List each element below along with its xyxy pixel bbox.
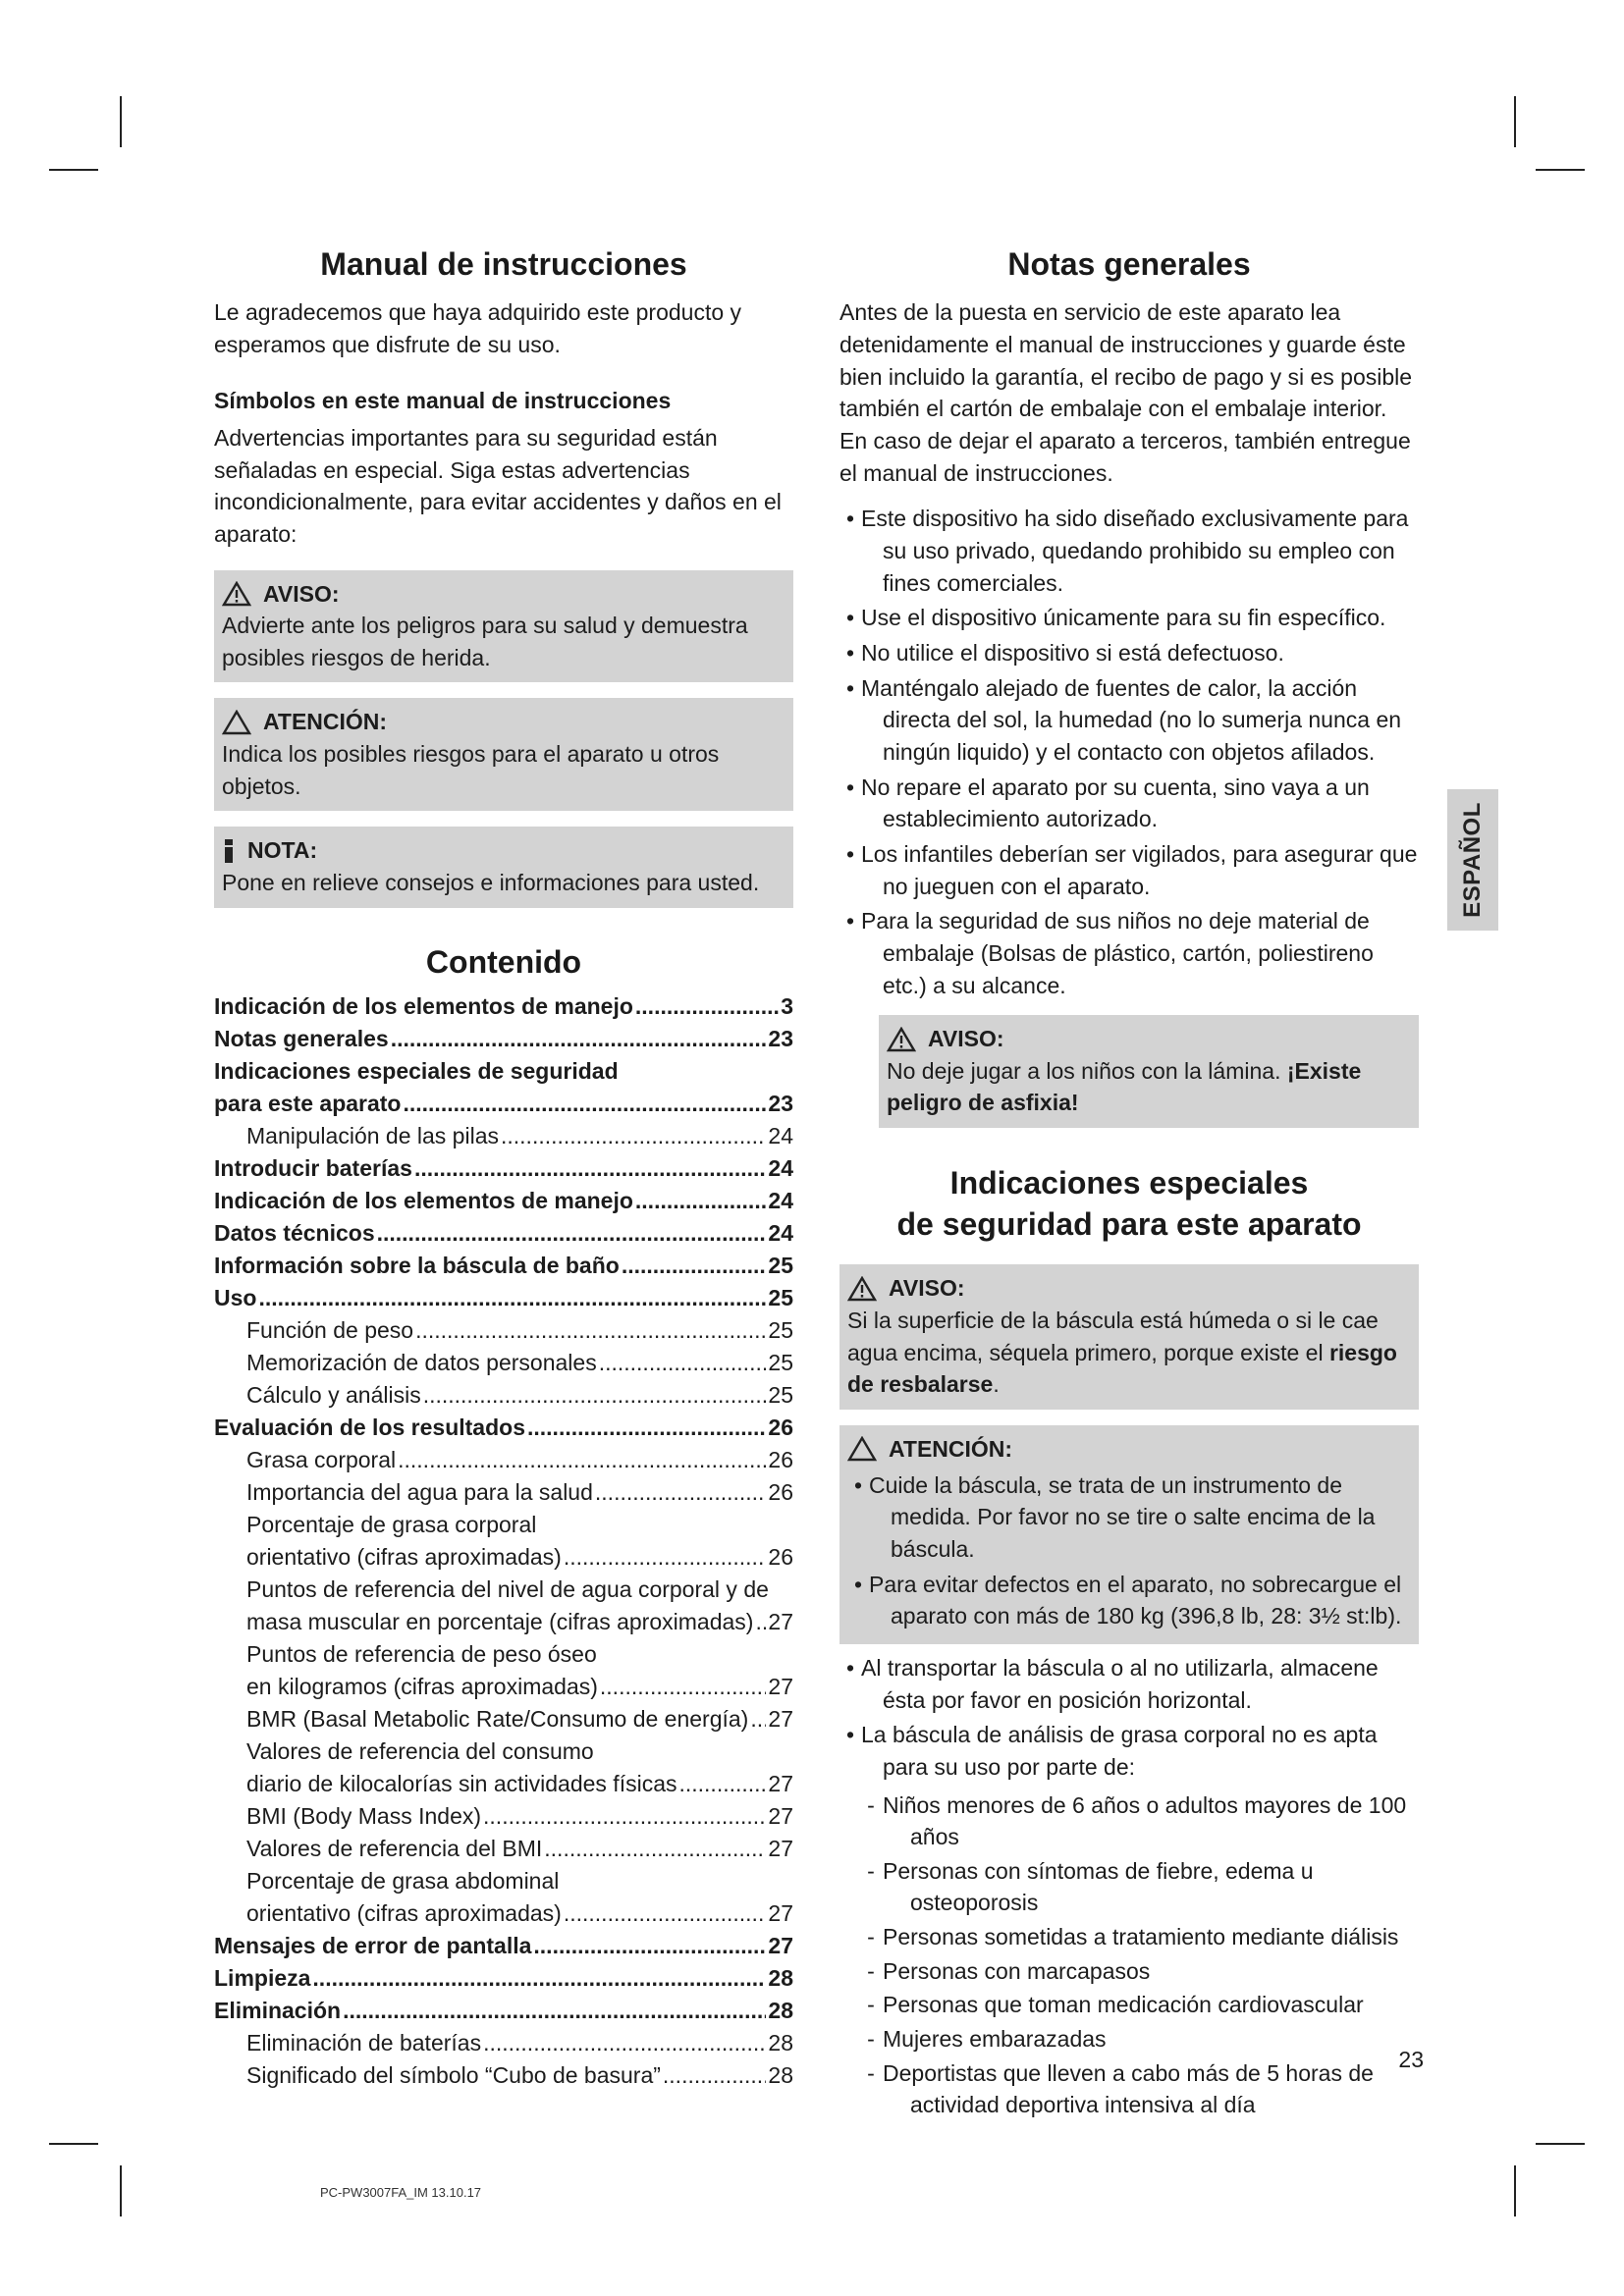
- crop-mark: [120, 96, 122, 147]
- toc-leader-dots: [599, 1347, 767, 1379]
- bullet-marker: •: [845, 605, 855, 631]
- general-title: Notas generales: [1007, 246, 1251, 282]
- exclusion-item-text: Personas con marcapasos: [883, 1957, 1151, 1984]
- toc-leader-dots: [564, 1897, 767, 1930]
- crop-mark: [1514, 2165, 1516, 2216]
- toc-entry-page: 24: [768, 1123, 793, 1149]
- dash-marker: -: [867, 1857, 875, 1884]
- toc-entry-title: Indicación de los elementos de manejo: [214, 993, 633, 1020]
- toc-entry-page: 25: [768, 1253, 793, 1279]
- toc-leader-dots: [258, 1282, 766, 1314]
- caution-triangle-icon: [222, 710, 251, 735]
- toc-entry-page: 25: [768, 1285, 793, 1311]
- toc-leader-dots: [483, 2027, 766, 2059]
- toc-entry: [214, 1217, 793, 1250]
- atencion-bullet-list: [847, 1469, 1411, 1632]
- general-aviso-bold: ¡Existe peligro de asfixia!: [887, 1057, 1362, 1116]
- crop-mark: [1536, 169, 1585, 171]
- toc-entry: [214, 2027, 793, 2059]
- toc-entry-page: 26: [768, 1415, 793, 1441]
- toc-entry-page: 24: [768, 1188, 793, 1214]
- toc-leader-dots: [678, 1768, 766, 1800]
- safety-bullet-list: [839, 1652, 1419, 2121]
- crop-mark: [1514, 96, 1516, 147]
- toc-entry-title: Datos técnicos: [214, 1220, 375, 1247]
- toc-entry: [214, 1282, 793, 1314]
- dash-marker: -: [867, 1957, 875, 1984]
- toc-leader-dots: [398, 1444, 766, 1476]
- general-bullet: [839, 503, 1419, 599]
- bullet-marker: •: [845, 674, 855, 701]
- toc-entry: [214, 1185, 793, 1217]
- general-aviso-body: [887, 1055, 1411, 1119]
- exclusion-item: [839, 2023, 1419, 2056]
- toc-entry-title: BMR (Basal Metabolic Rate/Consumo de energía): [246, 1706, 749, 1733]
- toc-entry: [214, 1314, 793, 1347]
- toc-entry: [214, 1088, 793, 1120]
- general-aviso-label: AVISO:: [928, 1026, 1004, 1052]
- caution-triangle-icon: [847, 1436, 877, 1462]
- toc-leader-dots: [533, 1930, 766, 1962]
- toc-entry: [214, 1606, 793, 1638]
- exclusion-item: [839, 1789, 1419, 1853]
- toc-entry-title: Indicación de los elementos de manejo: [214, 1188, 633, 1214]
- general-bullet: [839, 637, 1419, 669]
- exclusion-item: [839, 1989, 1419, 2021]
- safety-aviso-bold: riesgo de resbalarse: [847, 1339, 1397, 1398]
- atencion-label: ATENCIÓN:: [263, 709, 388, 735]
- toc-leader-dots: [403, 1088, 766, 1120]
- toc-entry-page: 27: [768, 1674, 793, 1700]
- toc-entry-page: 26: [768, 1544, 793, 1571]
- dash-marker: -: [867, 2059, 875, 2086]
- exclusion-item: [839, 1855, 1419, 1919]
- toc-entry-page: 25: [768, 1382, 793, 1409]
- safety-title-line1: Indicaciones especiales: [949, 1165, 1309, 1201]
- general-aviso-text: No deje jugar a los niños con la lámina.: [887, 1057, 1281, 1084]
- bullet-marker: •: [853, 1571, 863, 1597]
- toc-entry: [214, 1347, 793, 1379]
- toc-entry: [214, 1476, 793, 1509]
- toc-entry-page: 27: [768, 1609, 793, 1635]
- nota-text: Pone en relieve consejos e informaciones para usted.: [222, 870, 760, 896]
- toc-leader-dots: [750, 1703, 766, 1735]
- safety-title-line2: de seguridad para este aparato: [896, 1205, 1362, 1242]
- toc-leader-dots: [595, 1476, 767, 1509]
- aviso-label: AVISO:: [263, 580, 340, 607]
- general-bullet: [839, 602, 1419, 634]
- toc-entry: [214, 1023, 793, 1055]
- toc-entry-title: Limpieza: [214, 1965, 311, 1992]
- toc-entry-page: 27: [768, 1706, 793, 1733]
- toc-entry: [214, 1833, 793, 1865]
- toc-leader-dots: [600, 1671, 767, 1703]
- toc-entry-page: 27: [768, 1900, 793, 1927]
- dash-marker: -: [867, 1924, 875, 1950]
- general-bullet-text: Manténgalo alejado de fuentes de calor, la acción directa del sol, la humedad (no lo sumerja nunca en ningún liquido) y el contacto con objetos afilados.: [861, 674, 1402, 765]
- language-tab: [1447, 789, 1498, 931]
- toc-entry-title: Uso: [214, 1285, 257, 1311]
- general-bullet-text: Para la seguridad de sus niños no deje material de embalaje (Bolsas de plástico, cartón, poliestireno etc.) a su alcance.: [861, 908, 1374, 998]
- toc-entry-title: Valores de referencia del BMI: [246, 1836, 543, 1862]
- exclusion-item-text: Personas que toman medicación cardiovascular: [883, 1992, 1364, 2018]
- toc-entry-title: Significado del símbolo “Cubo de basura”: [246, 2062, 661, 2089]
- toc-entry: [214, 1897, 793, 1930]
- general-bullet-text: Este dispositivo ha sido diseñado exclusivamente para su uso privado, quedando prohibido su empleo con fines comerciales.: [861, 506, 1409, 596]
- manual-intro: Le agradecemos que haya adquirido este producto y esperamos que disfrute de su uso.: [214, 299, 742, 358]
- toc-leader-dots: [544, 1833, 766, 1865]
- safety-aviso-notice: [839, 1264, 1419, 1410]
- toc-entry: [214, 1152, 793, 1185]
- toc-entry-page: 25: [768, 1317, 793, 1344]
- toc-leader-dots: [663, 2059, 767, 2092]
- nota-notice: [214, 827, 793, 907]
- exclusion-item: [839, 2057, 1419, 2121]
- atencion-bullet-text: Para evitar defectos en el aparato, no sobrecargue el aparato con más de 180 kg (396,8 lb, 28: 3½ st:lb).: [869, 1571, 1402, 1629]
- atencion-notice: [214, 698, 793, 811]
- general-bullet: [839, 772, 1419, 835]
- crop-mark: [1536, 2143, 1585, 2145]
- symbols-text: Advertencias importantes para su seguridad están señaladas en especial. Siga estas advertencias incondicionalmente, para evitar accidentes y daños en el aparato:: [214, 424, 782, 547]
- bullet-marker: •: [845, 506, 855, 532]
- toc-leader-dots: [423, 1379, 767, 1412]
- toc-leader-dots: [483, 1800, 766, 1833]
- toc-entry-title: Función de peso: [246, 1317, 414, 1344]
- toc-entry-page: 28: [768, 2062, 793, 2089]
- general-bullet: [839, 838, 1419, 902]
- toc-entry-title: Información sobre la báscula de baño: [214, 1253, 620, 1279]
- general-bullet-text: Use el dispositivo únicamente para su fin específico.: [861, 605, 1386, 631]
- exclusion-item: [839, 1955, 1419, 1988]
- toc-entry: [214, 1412, 793, 1444]
- toc-entry-title: Grasa corporal: [246, 1447, 397, 1473]
- toc-entry: [214, 1250, 793, 1282]
- toc-entry-page: 27: [768, 1933, 793, 1959]
- toc-entry-title: masa muscular en porcentaje (cifras aproximadas): [246, 1609, 754, 1635]
- toc-leader-dots: [414, 1152, 766, 1185]
- warning-triangle-icon: [847, 1276, 877, 1302]
- toc-entry-title: orientativo (cifras aproximadas): [246, 1900, 562, 1927]
- toc-entry: [214, 1703, 793, 1735]
- toc-entry-page: 28: [768, 1998, 793, 2024]
- toc-entry-title: Cálculo y análisis: [246, 1382, 421, 1409]
- toc-entry-title: orientativo (cifras aproximadas): [246, 1544, 562, 1571]
- toc-entry-line: Porcentaje de grasa corporal: [246, 1512, 537, 1538]
- toc-entry-title: Eliminación de baterías: [246, 2030, 482, 2056]
- aviso-header: [222, 578, 785, 611]
- bullet-marker: •: [845, 908, 855, 934]
- safety-atencion-header: [847, 1433, 1411, 1466]
- exclusion-item-text: Personas con síntomas de fiebre, edema u osteoporosis: [883, 1857, 1314, 1916]
- safety-title: [839, 1163, 1419, 1245]
- safety-atencion-label: ATENCIÓN:: [889, 1435, 1013, 1462]
- toc-entry: [214, 1768, 793, 1800]
- toc-entry-page: 28: [768, 2030, 793, 2056]
- general-bullet: [839, 905, 1419, 1001]
- toc-entry-title: Memorización de datos personales: [246, 1350, 597, 1376]
- toc-leader-dots: [635, 990, 779, 1023]
- safety-bullet: [839, 1719, 1419, 2121]
- crop-mark: [49, 169, 98, 171]
- toc-title: Contenido: [425, 943, 582, 980]
- warning-triangle-icon: [887, 1027, 916, 1052]
- toc-entry: [214, 1800, 793, 1833]
- toc-leader-dots: [343, 1995, 766, 2027]
- toc-entry-page: 26: [768, 1479, 793, 1506]
- safety-aviso-header: [847, 1272, 1411, 1305]
- general-bullet-list: [839, 503, 1419, 1001]
- bullet-marker: •: [845, 639, 855, 666]
- general-aviso-header: [887, 1023, 1411, 1055]
- general-bullet-text: No utilice el dispositivo si está defectuoso.: [861, 639, 1284, 666]
- bullet-marker: •: [845, 1722, 855, 1748]
- bullet-marker: •: [845, 840, 855, 867]
- toc-leader-dots: [635, 1185, 767, 1217]
- toc-entry-page: 24: [768, 1220, 793, 1247]
- safety-bullet: [839, 1652, 1419, 1716]
- toc-leader-dots: [622, 1250, 767, 1282]
- toc-entry-page: 3: [781, 993, 793, 1020]
- info-icon: [222, 838, 236, 864]
- dash-marker: -: [867, 1992, 875, 2018]
- right-column: [839, 245, 1419, 2131]
- exclusion-item-text: Mujeres embarazadas: [883, 2026, 1107, 2053]
- toc-entry-line: Valores de referencia del consumo: [246, 1738, 594, 1765]
- toc-entry: [214, 1541, 793, 1574]
- toc-entry-line: Indicaciones especiales de seguridad: [214, 1058, 619, 1085]
- toc-entry-title: Mensajes de error de pantalla: [214, 1933, 532, 1959]
- exclusion-item: [839, 1921, 1419, 1953]
- toc-leader-dots: [377, 1217, 767, 1250]
- toc-entry: [214, 1671, 793, 1703]
- general-intro: Antes de la puesta en servicio de este aparato lea detenidamente el manual de instrucciones y guarde éste bien incluido la garantía, el recibo de pago y si es posible también el cartón de embalaje con el embalaje interior. En caso de dejar el aparato a terceros, también entregue el manual de instrucciones.: [839, 299, 1413, 486]
- language-tab-label: ESPAÑOL: [1459, 802, 1486, 918]
- toc-entry-line: Porcentaje de grasa abdominal: [246, 1868, 560, 1895]
- footer-code: PC-PW3007FA_IM 13.10.17: [320, 2185, 482, 2200]
- toc-entry: [214, 1379, 793, 1412]
- toc-entry-title: Introducir baterías: [214, 1155, 412, 1182]
- toc-entry-page: 26: [768, 1447, 793, 1473]
- toc-entry-title: Manipulación de las pilas: [246, 1123, 499, 1149]
- toc-entry-page: 27: [768, 1771, 793, 1797]
- exclusion-item-text: Deportistas que lleven a cabo más de 5 horas de actividad deportiva intensiva al día: [883, 2059, 1374, 2118]
- atencion-bullet: [847, 1569, 1411, 1632]
- bullet-marker: •: [845, 1654, 855, 1681]
- safety-bullet-text: Al transportar la báscula o al no utilizarla, almacene ésta por favor en posición horizontal.: [861, 1654, 1379, 1713]
- toc-leader-dots: [564, 1541, 767, 1574]
- aviso-notice: [214, 570, 793, 683]
- bullet-marker: •: [853, 1471, 863, 1498]
- toc-entry-page: 23: [768, 1091, 793, 1117]
- table-of-contents: [214, 990, 793, 2092]
- toc-entry-page: 27: [768, 1836, 793, 1862]
- general-aviso-notice: [879, 1015, 1419, 1128]
- toc-entry: [214, 1120, 793, 1152]
- atencion-bullet-text: Cuide la báscula, se trata de un instrumento de medida. Por favor no se tire o salte encima de la báscula.: [869, 1471, 1376, 1562]
- safety-bullet-line: [839, 1719, 1419, 1783]
- toc-entry-title: para este aparato: [214, 1091, 402, 1117]
- exclusion-item-text: Personas sometidas a tratamiento mediante diálisis: [883, 1924, 1399, 1950]
- crop-mark: [49, 2143, 98, 2145]
- toc-entry: [214, 2059, 793, 2092]
- toc-leader-dots: [415, 1314, 766, 1347]
- nota-label: NOTA:: [247, 837, 318, 864]
- toc-leader-dots: [312, 1962, 766, 1995]
- toc-entry-title: Importancia del agua para la salud: [246, 1479, 593, 1506]
- safety-aviso-label: AVISO:: [889, 1275, 965, 1302]
- safety-atencion-notice: [839, 1425, 1419, 1644]
- toc-entry-title: en kilogramos (cifras aproximadas): [246, 1674, 598, 1700]
- safety-aviso-body: [847, 1305, 1411, 1401]
- toc-leader-dots: [755, 1606, 766, 1638]
- toc-entry-page: 24: [768, 1155, 793, 1182]
- bullet-marker: •: [845, 774, 855, 800]
- general-bullet-text: No repare el aparato por su cuenta, sino vaya a un establecimiento autorizado.: [861, 774, 1370, 832]
- toc-entry-title: Notas generales: [214, 1026, 389, 1052]
- symbols-heading: Símbolos en este manual de instrucciones: [214, 387, 672, 413]
- toc-entry: [214, 990, 793, 1023]
- toc-entry-title: BMI (Body Mass Index): [246, 1803, 482, 1830]
- toc-entry-page: 25: [768, 1350, 793, 1376]
- general-bullet: [839, 672, 1419, 769]
- crop-mark: [120, 2165, 122, 2216]
- exclusion-list: [839, 1789, 1419, 2122]
- toc-entry-title: Evaluación de los resultados: [214, 1415, 525, 1441]
- general-bullet-text: Los infantiles deberían ser vigilados, para asegurar que no jueguen con el aparato.: [861, 840, 1418, 899]
- exclusion-item-text: Niños menores de 6 años o adultos mayores de 100 años: [883, 1791, 1407, 1850]
- toc-entry-page: 23: [768, 1026, 793, 1052]
- atencion-text: Indica los posibles riesgos para el aparato u otros objetos.: [222, 741, 720, 799]
- nota-header: [222, 834, 785, 867]
- safety-bullet-text: La báscula de análisis de grasa corporal no es apta para su uso por parte de:: [861, 1722, 1378, 1780]
- toc-entry: [214, 1930, 793, 1962]
- page-number: 23: [1398, 2047, 1424, 2072]
- toc-entry-title: diario de kilocalorías sin actividades físicas: [246, 1771, 677, 1797]
- toc-entry: [214, 1444, 793, 1476]
- manual-title: Manual de instrucciones: [320, 246, 687, 282]
- toc-leader-dots: [527, 1412, 766, 1444]
- warning-triangle-icon: [222, 581, 251, 607]
- toc-leader-dots: [391, 1023, 767, 1055]
- toc-entry-page: 27: [768, 1803, 793, 1830]
- safety-aviso-text: Si la superficie de la báscula está húmeda o si le cae agua encima, séquela primero, porque existe el: [847, 1307, 1379, 1365]
- toc-entry-title: Eliminación: [214, 1998, 342, 2024]
- dash-marker: -: [867, 1791, 875, 1818]
- toc-leader-dots: [501, 1120, 766, 1152]
- toc-entry-page: 28: [768, 1965, 793, 1992]
- aviso-text: Advierte ante los peligros para su salud y demuestra posibles riesgos de herida.: [222, 613, 748, 670]
- toc-entry: [214, 1962, 793, 1995]
- left-column: [214, 245, 793, 2092]
- atencion-bullet: [847, 1469, 1411, 1566]
- toc-entry: [214, 1995, 793, 2027]
- atencion-header: [222, 706, 785, 738]
- toc-entry-line: Puntos de referencia del nivel de agua corporal y de: [246, 1576, 769, 1603]
- toc-entry-line: Puntos de referencia de peso óseo: [246, 1641, 597, 1668]
- safety-aviso-end: .: [993, 1371, 1000, 1398]
- dash-marker: -: [867, 2026, 875, 2053]
